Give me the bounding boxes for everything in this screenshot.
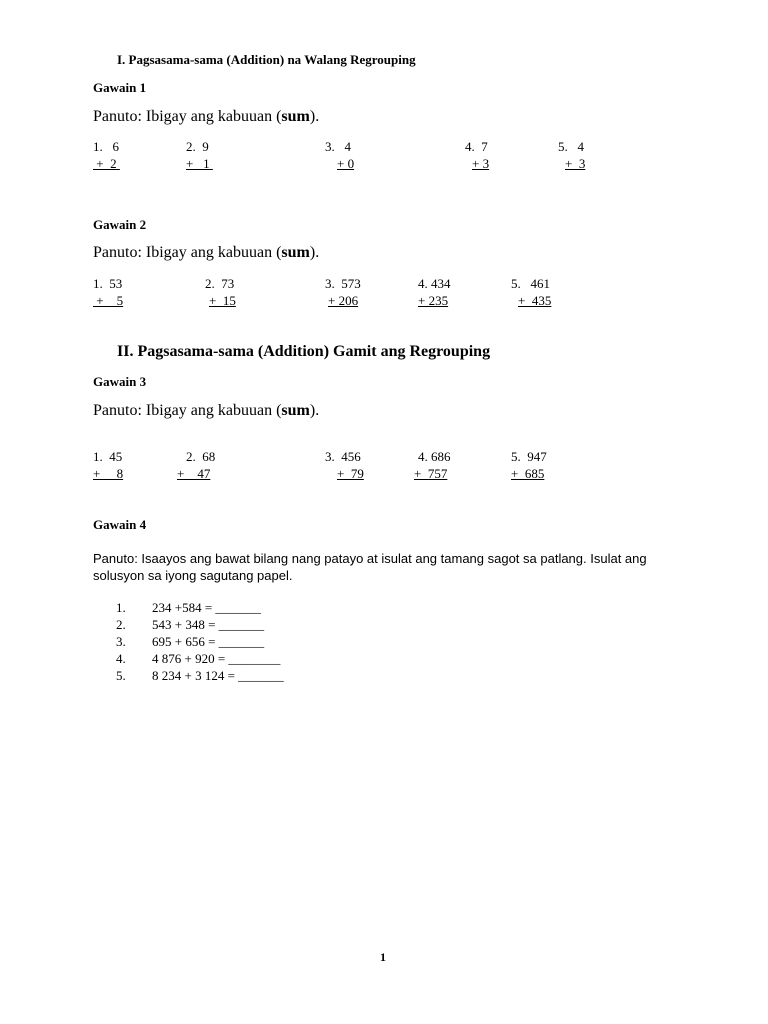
gawain-2-label: Gawain 2 — [93, 217, 147, 232]
g1-item-2-bottom: + 1 — [186, 156, 213, 171]
panuto-suffix: ). — [309, 244, 320, 261]
panuto-prefix: Panuto: Ibigay ang kabuuan ( — [93, 402, 282, 419]
g3-item-3-top: 3. 456 — [325, 449, 361, 464]
list-item-5-number: 5. — [116, 668, 126, 683]
g2-item-5-bottom: + 435 — [518, 293, 552, 308]
g2-item-2-top: 2. 73 — [205, 276, 235, 291]
g1-item-1-top: 1. 6 — [93, 139, 119, 154]
g3-item-4-top: 4. 686 — [418, 449, 451, 464]
list-item-2-text: 543 + 348 = _______ — [152, 617, 265, 632]
gawain-4-label: Gawain 4 — [93, 517, 147, 532]
g1-item-4-top: 4. 7 — [465, 139, 488, 154]
g3-item-4-bottom: + 757 — [414, 466, 448, 481]
g1-item-2-top: 2. 9 — [186, 139, 209, 154]
g3-item-2-bottom: + 47 — [177, 466, 211, 481]
g1-item-3-top: 3. 4 — [325, 139, 351, 154]
g1-item-5-bottom: + 3 — [565, 156, 586, 171]
gawain-1-panuto — [93, 108, 319, 126]
section-1-title: I. Pagsasama-sama (Addition) na Walang Regrouping — [117, 52, 416, 67]
g3-item-5-bottom: + 685 — [511, 466, 545, 481]
g3-item-1-top: 1. 45 — [93, 449, 123, 464]
g1-item-1-bottom: + 2 — [93, 156, 120, 171]
list-item-2-number: 2. — [116, 617, 126, 632]
list-item-3-number: 3. — [116, 634, 126, 649]
g2-item-1-top: 1. 53 — [93, 276, 123, 291]
panuto-prefix: Panuto: Ibigay ang kabuuan ( — [93, 108, 282, 125]
g2-item-4-bottom: + 235 — [418, 293, 449, 308]
list-item-5-text: 8 234 + 3 124 = _______ — [152, 668, 284, 683]
g3-item-3-bottom: + 79 — [337, 466, 364, 481]
list-item-1-text: 234 +584 = _______ — [152, 600, 261, 615]
g2-item-3-top: 3. 573 — [325, 276, 361, 291]
gawain-2-panuto — [93, 244, 319, 262]
panuto-suffix: ). — [309, 402, 320, 419]
panuto-sum: sum — [281, 402, 310, 419]
panuto-prefix: Panuto: Ibigay ang kabuuan ( — [93, 244, 282, 261]
g1-item-3-bottom: + 0 — [337, 156, 355, 171]
g1-item-4-bottom: + 3 — [472, 156, 490, 171]
g3-item-2-top: 2. 68 — [186, 449, 216, 464]
list-item-1-number: 1. — [116, 600, 126, 615]
section-2-title: II. Pagsasama-sama (Addition) Gamit ang Regrouping — [117, 343, 491, 360]
list-item-4-text: 4 876 + 920 = ________ — [152, 651, 281, 666]
panuto-suffix: ). — [309, 108, 320, 125]
gawain-4-panuto: Panuto: Isaayos ang bawat bilang nang patayo at isulat ang tamang sagot sa patlang. Isulat ang solusyon sa iyong sagutang papel. — [93, 551, 647, 583]
list-item-4-number: 4. — [116, 651, 126, 666]
g2-item-1-bottom: + 5 — [93, 293, 124, 308]
gawain-3-panuto — [93, 402, 319, 420]
g2-item-4-top: 4. 434 — [418, 276, 451, 291]
g2-item-5-top: 5. 461 — [511, 276, 550, 291]
gawain-1-label: Gawain 1 — [93, 80, 147, 95]
g3-item-5-top: 5. 947 — [511, 449, 547, 464]
g1-item-5-top: 5. 4 — [558, 139, 584, 154]
panuto-sum: sum — [281, 244, 310, 261]
panuto-sum: sum — [281, 108, 310, 125]
page-number: 1 — [380, 950, 386, 964]
g2-item-3-bottom: + 206 — [328, 293, 359, 308]
g3-item-1-bottom: + 8 — [93, 466, 124, 481]
gawain-3-label: Gawain 3 — [93, 374, 147, 389]
g2-item-2-bottom: + 15 — [209, 293, 236, 308]
list-item-3-text: 695 + 656 = _______ — [152, 634, 265, 649]
